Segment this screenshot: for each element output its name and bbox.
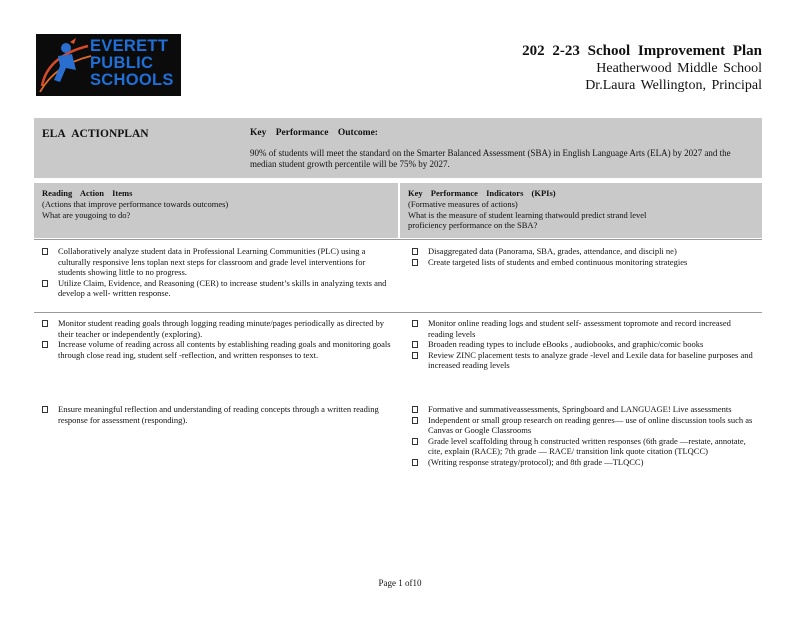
page-number: Page 1 of10 — [378, 578, 422, 588]
outcome-band — [34, 118, 762, 178]
kpi-title: Key Performance Indicators (KPIs) — [408, 188, 556, 198]
kpi-sub-3: proficiency performance on the SBA? — [408, 220, 538, 230]
checkbox-bullet-icon — [412, 352, 418, 359]
kpi-header — [400, 183, 762, 238]
subject-label: ELA ACTIONPLAN — [42, 128, 149, 140]
action-items-subtitle — [42, 199, 382, 220]
logo-figure-icon — [36, 34, 96, 96]
checkbox-bullet-icon — [412, 459, 418, 466]
row-1-actions — [40, 246, 392, 299]
district-logo — [36, 34, 181, 96]
list-item: Utilize Claim, Evidence, and Reasoning (CER) to increase student’s skills in analyzing texts and develop a well- written response. — [40, 278, 392, 299]
kpi-sub-1: (Formative measures of actions) — [408, 199, 518, 209]
school-name: Heatherwood Middle School — [596, 61, 762, 76]
plan-title: 202 2-23 School Improvement Plan — [522, 43, 762, 59]
action-items-sub-1: (Actions that improve performance towards outcomes) — [42, 199, 229, 209]
document-header — [522, 42, 762, 94]
kpo-text: 90% of students will meet the standard on the Smarter Balanced Assessment (SBA) in English Language Arts (ELA) by 2027 and the median student growth percentile will be 75% by 2027. — [250, 148, 731, 169]
list-item: Monitor student reading goals through logging reading minute/pages periodically as directed by their teacher or independently (exploring). — [40, 318, 392, 339]
row-2-actions — [40, 318, 392, 360]
divider — [34, 239, 762, 240]
list-item: Increase volume of reading across all contents by establishing reading goals and monitoring goals through close read ing, student self -reflection, and written responses to text. — [40, 339, 392, 360]
checkbox-bullet-icon — [42, 341, 48, 348]
logo-line-3: SCHOOLS — [90, 71, 174, 89]
checkbox-bullet-icon — [412, 248, 418, 255]
checkbox-bullet-icon — [412, 320, 418, 327]
checkbox-bullet-icon — [42, 280, 48, 287]
logo-line-2: PUBLIC — [90, 54, 154, 72]
checkbox-bullet-icon — [412, 417, 418, 424]
checkbox-bullet-icon — [42, 406, 48, 413]
kpi-sub-2: What is the measure of student learning thatwould predict strand level — [408, 209, 647, 220]
principal-name: Dr.Laura Wellington, Principal — [585, 78, 762, 93]
row-1-kpis — [410, 246, 754, 267]
list-item: Broaden reading types to include eBooks , audiobooks, and graphic/comic books — [410, 339, 754, 350]
divider — [34, 312, 762, 313]
logo-text — [90, 38, 180, 89]
kpo-label: Key Performance Outcome: — [250, 128, 378, 138]
checkbox-bullet-icon — [412, 406, 418, 413]
checkbox-bullet-icon — [412, 438, 418, 445]
list-item: Formative and summativeassessments, Springboard and LANGUAGE! Live assessments — [410, 404, 754, 415]
logo-line-1: EVERETT — [90, 37, 169, 55]
list-item: Review ZINC placement tests to analyze grade -level and Lexile data for baseline purposes and increased reading levels — [410, 350, 754, 371]
list-item: Independent or small group research on reading genres— use of online discussion tools such as Canvas or Google Classrooms — [410, 415, 754, 436]
action-items-sub-2: What are yougoing to do? — [42, 209, 131, 220]
row-2-kpis — [410, 318, 754, 371]
checkbox-bullet-icon — [42, 248, 48, 255]
checkbox-bullet-icon — [42, 320, 48, 327]
list-item: Collaboratively analyze student data in Professional Learning Communities (PLC) using a culturally responsive lens toplan next steps for classroom and grade level interventions for students showing little to no progress. — [40, 246, 392, 278]
checkbox-bullet-icon — [412, 341, 418, 348]
checkbox-bullet-icon — [412, 259, 418, 266]
list-item: Monitor online reading logs and student self- assessment topromote and record increased reading levels — [410, 318, 754, 339]
action-items-title: Reading Action Items — [42, 188, 133, 198]
list-item: Create targeted lists of students and embed continuous monitoring strategies — [410, 257, 754, 268]
list-item: (Writing response strategy/protocol); and 8th grade —TLQCC) — [410, 457, 754, 468]
action-items-header — [34, 183, 398, 238]
kpi-subtitle — [408, 199, 748, 231]
list-item: Ensure meaningful reflection and understanding of reading concepts through a written reading response for assessment (responding). — [40, 404, 392, 425]
list-item: Grade level scaffolding throug h constructed written responses (6th grade —restate, annotate, cite, explain (RACE); 7th grade — RACE/ transition link quote citation (TLQCC) — [410, 436, 754, 457]
row-3-kpis — [410, 404, 754, 468]
list-item: Disaggregated data (Panorama, SBA, grades, attendance, and discipli ne) — [410, 246, 754, 257]
row-3-actions — [40, 404, 392, 425]
